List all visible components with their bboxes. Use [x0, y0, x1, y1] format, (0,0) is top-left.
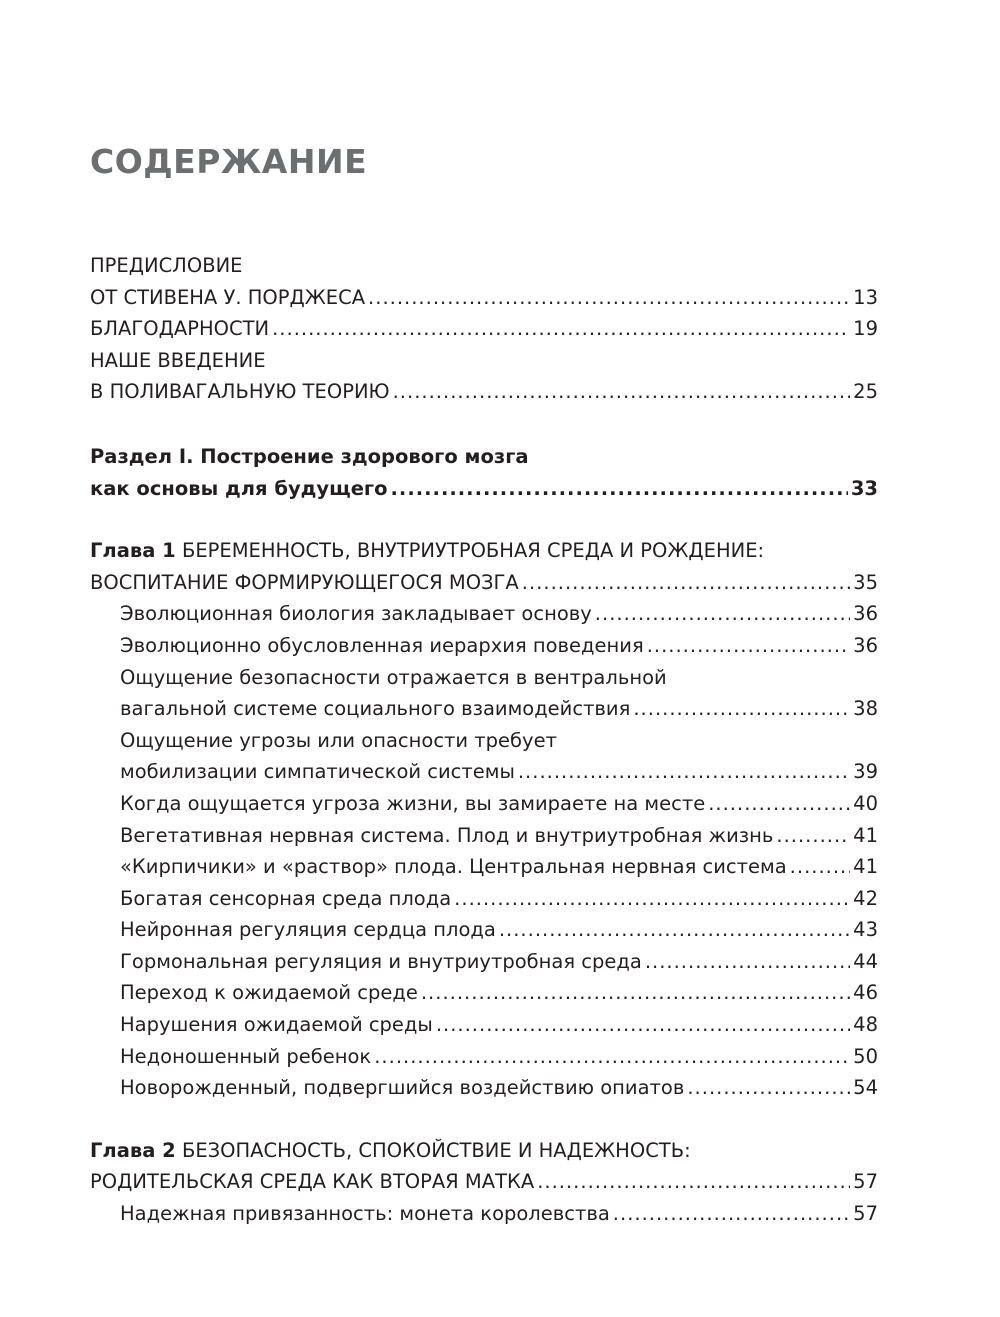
spacer: [90, 1104, 878, 1135]
entry-text: Ощущение безопасности отражается в вентральной: [120, 665, 667, 689]
page-title: СОДЕРЖАНИЕ: [90, 142, 368, 181]
dot-leader: [272, 313, 850, 345]
dot-leader: [776, 820, 850, 852]
toc-subentry[interactable]: [90, 598, 878, 630]
toc-subentry[interactable]: [90, 914, 878, 946]
dot-leader: [374, 1041, 850, 1073]
entry-text: вагальной системе социального взаимодействия: [120, 697, 631, 721]
chapter-label: Глава 1: [90, 539, 176, 563]
toc-subentry[interactable]: [90, 1072, 878, 1104]
toc-subentry[interactable]: [90, 630, 878, 662]
entry-text: Новорожденный, подвергшийся воздействию опиатов: [120, 1076, 685, 1100]
entry-text: ОТ СТИВЕНА У. ПОРДЖЕСА: [90, 285, 366, 309]
entry-text: мобилизации симпатической системы: [120, 760, 515, 784]
entry-text: НАШЕ ВВЕДЕНИЕ: [90, 348, 266, 372]
page-number: 48: [853, 1013, 878, 1037]
entry-text: Вегетативная нервная система. Плод и внутриутробная жизнь: [120, 823, 774, 847]
toc-subentry[interactable]: [90, 788, 878, 820]
dot-leader: [368, 282, 850, 314]
dot-leader: [595, 598, 850, 630]
toc-entry-foreword[interactable]: [90, 250, 878, 313]
dot-leader: [633, 693, 850, 725]
entry-text: Ощущение угрозы или опасности требует: [120, 728, 557, 752]
page-number: 54: [853, 1076, 878, 1100]
dot-leader: [687, 1072, 850, 1104]
entry-text: Богатая сенсорная среда плода: [120, 886, 452, 910]
table-of-contents: [90, 250, 878, 1230]
entry-text: Когда ощущается угроза жизни, вы замираете на месте: [120, 791, 706, 815]
entry-text: Гормональная регуляция и внутриутробная среда: [120, 949, 642, 973]
entry-text: «Кирпичики» и «раствор» плода. Центральная нервная система: [120, 855, 787, 879]
entry-text: Переход к ожидаемой среде: [120, 981, 418, 1005]
dot-leader: [393, 376, 851, 408]
toc-entry-chapter-2[interactable]: [90, 1135, 878, 1198]
chapter-title: БЕЗОПАСНОСТЬ, СПОКОЙСТВИЕ И НАДЕЖНОСТЬ:: [181, 1138, 691, 1162]
toc-subentry[interactable]: [90, 1198, 878, 1230]
spacer: [90, 504, 878, 535]
dot-leader: [518, 756, 850, 788]
chapter-label: Глава 2: [90, 1138, 176, 1162]
page-number: 40: [853, 791, 878, 815]
page-number: 50: [853, 1044, 878, 1068]
toc-subentry[interactable]: [90, 725, 878, 788]
toc-entry-introduction[interactable]: [90, 345, 878, 408]
dot-leader: [790, 851, 851, 883]
page-number: 36: [853, 633, 878, 657]
page-number: 57: [853, 1170, 878, 1194]
page-number: 25: [853, 380, 878, 404]
entry-text: В ПОЛИВАГАЛЬНУЮ ТЕОРИЮ: [90, 380, 390, 404]
page-number: 38: [853, 697, 878, 721]
page-number: 44: [853, 949, 878, 973]
section-title: Раздел I. Построение здорового мозга: [90, 444, 529, 468]
page-number: 33: [850, 476, 878, 500]
page-number: 19: [853, 317, 878, 341]
dot-leader: [436, 1009, 850, 1041]
toc-entry-chapter-1[interactable]: [90, 535, 878, 598]
entry-text: Недоношенный ребенок: [120, 1044, 372, 1068]
toc-subentry[interactable]: [90, 851, 878, 883]
page-number: 39: [853, 760, 878, 784]
toc-entry-section-1[interactable]: [90, 441, 878, 504]
dot-leader: [647, 630, 850, 662]
toc-subentry[interactable]: [90, 977, 878, 1009]
toc-subentry[interactable]: [90, 820, 878, 852]
page-number: 46: [853, 981, 878, 1005]
entry-text: Нарушения ожидаемой среды: [120, 1013, 433, 1037]
chapter-title: ВОСПИТАНИЕ ФОРМИРУЮЩЕГОСЯ МОЗГА: [90, 570, 519, 594]
page-number: 41: [853, 855, 878, 879]
entry-text: Эволюционно обусловленная иерархия поведения: [120, 633, 644, 657]
toc-subentry[interactable]: [90, 1041, 878, 1073]
dot-leader: [421, 977, 850, 1009]
section-title: как основы для будущего: [90, 476, 388, 500]
dot-leader: [391, 473, 848, 505]
entry-text: Нейронная регуляция сердца плода: [120, 918, 496, 942]
entry-text: БЛАГОДАРНОСТИ: [90, 317, 270, 341]
dot-leader: [645, 946, 850, 978]
dot-leader: [708, 788, 850, 820]
page-number: 35: [853, 570, 878, 594]
page-number: 57: [853, 1202, 878, 1226]
spacer: [90, 408, 878, 441]
chapter-2-subsections: [90, 1198, 878, 1230]
chapter-1-subsections: [90, 598, 878, 1104]
dot-leader: [499, 914, 850, 946]
toc-subentry[interactable]: [90, 883, 878, 915]
entry-text: Надежная привязанность: монета королевства: [120, 1202, 610, 1226]
toc-entry-acknowledgements[interactable]: [90, 313, 878, 345]
dot-leader: [537, 1166, 850, 1198]
toc-subentry[interactable]: [90, 946, 878, 978]
page-number: 42: [853, 886, 878, 910]
entry-text: ПРЕДИСЛОВИЕ: [90, 254, 243, 277]
page-number: 43: [853, 918, 878, 942]
chapter-title: БЕРЕМЕННОСТЬ, ВНУТРИУТРОБНАЯ СРЕДА И РОЖДЕНИЕ:: [181, 539, 765, 563]
toc-subentry[interactable]: [90, 662, 878, 725]
dot-leader: [522, 567, 850, 599]
entry-text: Эволюционная биология закладывает основу: [120, 602, 592, 626]
page-number: 13: [853, 285, 878, 309]
chapter-title: РОДИТЕЛЬСКАЯ СРЕДА КАК ВТОРАЯ МАТКА: [90, 1170, 535, 1194]
toc-subentry[interactable]: [90, 1009, 878, 1041]
page-number: 41: [853, 823, 878, 847]
dot-leader: [613, 1198, 850, 1230]
page-number: 36: [853, 602, 878, 626]
dot-leader: [454, 883, 850, 915]
